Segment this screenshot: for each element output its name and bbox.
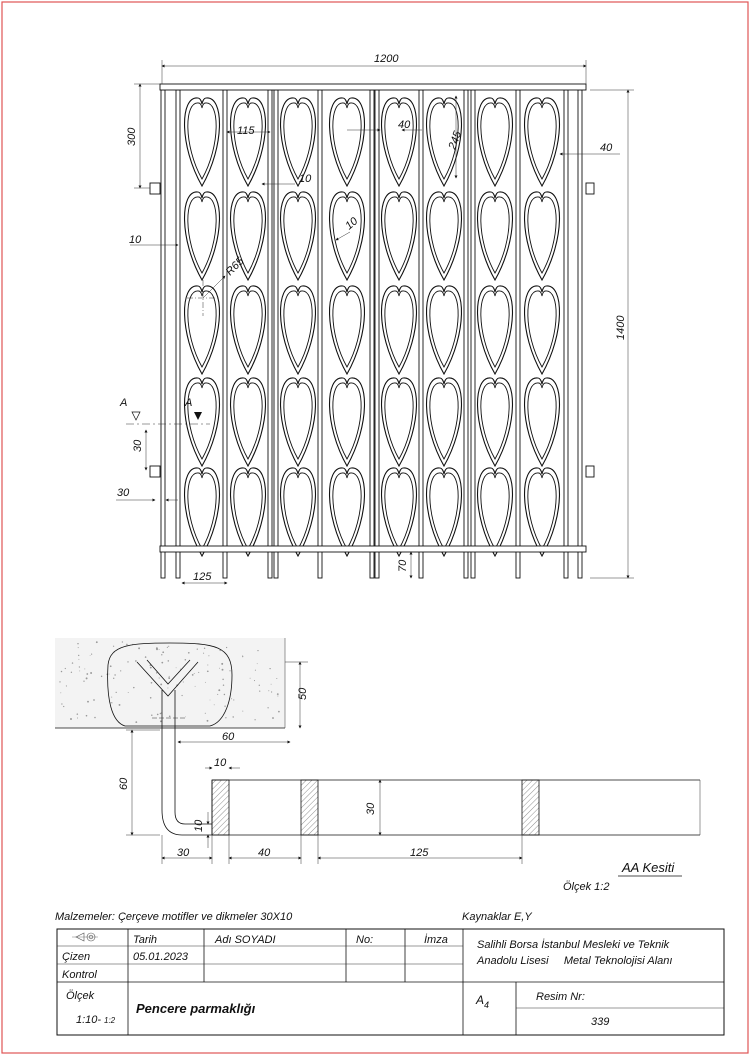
speckle-dot: [150, 697, 152, 699]
speckle-dot: [110, 665, 112, 667]
speckle-dot: [192, 674, 194, 676]
vertical-bar: [471, 90, 475, 578]
vertical-bar: [370, 90, 374, 578]
speckle-dot: [161, 654, 162, 655]
dim-width: 1200: [374, 53, 399, 65]
bar-section-hatched: [522, 780, 539, 835]
row-cizen: Çizen: [62, 951, 91, 963]
dim-motif-h: 245: [446, 129, 465, 152]
speckle-dot: [169, 678, 170, 679]
projection-symbol-icon: [72, 933, 98, 941]
heart-motif-inner: [528, 103, 556, 179]
speckle-dot: [271, 691, 272, 692]
dim-60v: 60: [118, 777, 130, 790]
speckle-dot: [94, 717, 96, 719]
heart-motif-inner: [430, 291, 458, 367]
speckle-dot: [219, 668, 220, 669]
vertical-bar: [464, 90, 468, 578]
speckle-dot: [120, 670, 121, 671]
dim-anchor-30b: 30: [117, 487, 130, 499]
heart-motif-inner: [234, 473, 262, 549]
scale-label: Ölçek: [66, 990, 95, 1002]
speckle-dot: [221, 663, 223, 665]
speckle-dot: [135, 660, 137, 662]
speckle-dot: [167, 688, 168, 689]
speckle-dot: [207, 670, 209, 672]
vertical-bars: [161, 90, 582, 578]
dim-50: 50: [297, 687, 309, 700]
section-mark-a: A: [120, 397, 128, 409]
speckle-dot: [83, 681, 84, 682]
speckle-dot: [278, 711, 280, 713]
speckle-dot: [271, 684, 272, 685]
speckle-dot: [242, 656, 243, 657]
speckle-dot: [86, 677, 88, 679]
speckle-dot: [224, 694, 225, 695]
dim-motif-t: 10: [343, 215, 361, 233]
speckle-dot: [197, 648, 198, 649]
speckle-dot: [205, 682, 206, 683]
speckle-dot: [70, 718, 72, 720]
heart-motif-inner: [430, 383, 458, 459]
speckle-dot: [210, 700, 211, 701]
speckle-dot: [90, 672, 92, 674]
heart-motif-inner: [481, 291, 509, 367]
dim-height: 1400: [615, 315, 627, 340]
speckle-dot: [114, 674, 115, 675]
heart-motif-inner: [528, 291, 556, 367]
speckle-dot: [161, 662, 163, 664]
speckle-dot: [126, 644, 128, 646]
speckle-dot: [223, 684, 224, 685]
anchor-lug: [586, 183, 594, 194]
speckle-dot: [269, 668, 270, 669]
vertical-bar: [268, 90, 272, 578]
dim-10-top: 10: [214, 757, 227, 769]
speckle-dot: [113, 678, 114, 679]
speckle-dot: [168, 660, 170, 662]
speckle-dot: [61, 703, 62, 704]
heart-motif-inner: [481, 473, 509, 549]
speckle-dot: [90, 655, 91, 656]
speckle-dot: [276, 678, 277, 679]
dim-spacing: 115: [237, 125, 255, 137]
heart-motif-inner: [481, 383, 509, 459]
speckle-dot: [79, 670, 80, 671]
speckle-dot: [257, 650, 258, 651]
top-rail: [160, 84, 586, 90]
speckle-dot: [135, 721, 137, 723]
vertical-bar: [176, 90, 180, 578]
wall-concrete: [55, 638, 285, 728]
drawing-no: 339: [591, 1016, 610, 1028]
speckle-dot: [277, 693, 279, 695]
heart-motif-inner: [528, 383, 556, 459]
speckle-dot: [71, 672, 72, 673]
speckle-dot: [79, 666, 80, 667]
speckle-dot: [168, 646, 169, 647]
vertical-bar: [161, 90, 165, 578]
speckle-dot: [159, 649, 160, 650]
heart-motif-inner: [188, 291, 216, 367]
heart-motif-inner: [385, 291, 413, 367]
speckle-dot: [183, 681, 184, 682]
speckle-dot: [218, 689, 220, 691]
vertical-bar: [564, 90, 568, 578]
heart-motif-inner: [284, 383, 312, 459]
school-line-1: Salihli Borsa İstanbul Mesleki ve Teknik: [477, 939, 670, 951]
dim-side-w: 40: [600, 142, 613, 154]
dim-60h: 60: [222, 731, 235, 743]
section-mark-a: A: [185, 397, 193, 409]
speckle-dot: [259, 690, 260, 691]
header-imza: İmza: [424, 934, 448, 946]
dim-foot-125: 125: [193, 571, 212, 583]
speckle-dot: [277, 696, 278, 697]
vertical-bar: [419, 90, 423, 578]
speckle-dot: [145, 656, 147, 658]
heart-motif-inner: [188, 197, 216, 273]
header-no: No:: [356, 934, 374, 946]
speckle-dot: [60, 692, 61, 693]
speckle-dot: [86, 715, 88, 717]
speckle-dot: [257, 663, 258, 664]
speckle-dot: [119, 704, 121, 706]
speckle-dot: [160, 720, 162, 722]
speckle-dot: [133, 687, 134, 688]
speckle-dot: [220, 650, 221, 651]
speckle-dot: [259, 685, 260, 686]
heart-motif-inner: [234, 383, 262, 459]
dim-30h: 30: [177, 847, 190, 859]
speckle-dot: [195, 686, 196, 687]
heart-motif-inner: [385, 473, 413, 549]
speckle-dot: [214, 704, 215, 705]
speckle-dot: [207, 665, 208, 666]
vertical-bar: [516, 90, 520, 578]
heart-motif-inner: [481, 197, 509, 273]
dim-foot-70: 70: [397, 559, 409, 572]
speckle-dot: [160, 683, 162, 685]
dim-sect-w1: 40: [398, 119, 411, 131]
heart-motif-inner: [333, 383, 361, 459]
heart-motif-inner: [284, 103, 312, 179]
speckle-dot: [78, 659, 79, 660]
speckle-dot: [231, 698, 232, 699]
speckle-dot: [233, 699, 234, 700]
speckle-dot: [93, 699, 95, 701]
speckle-dot: [138, 647, 140, 649]
speckle-dot: [169, 676, 170, 677]
row-kontrol: Kontrol: [62, 969, 97, 981]
section-title: AA Kesiti: [622, 860, 675, 875]
dim-anchor-30a: 30: [132, 439, 144, 452]
vertical-bar: [274, 90, 278, 578]
speckle-dot: [268, 690, 269, 691]
speckle-dot: [116, 692, 117, 693]
heart-motif-inner: [333, 291, 361, 367]
speckle-dot: [185, 659, 187, 661]
speckle-dot: [224, 706, 225, 707]
vertical-bar: [318, 90, 322, 578]
speckle-dot: [77, 643, 78, 644]
heart-motif-inner: [188, 473, 216, 549]
heart-motif-inner: [528, 473, 556, 549]
speckle-dot: [254, 719, 255, 720]
speckle-dot: [169, 715, 171, 717]
header-tarih: Tarih: [133, 934, 158, 946]
school-line-2: Anadolu Lisesi Metal Teknolojisi Alanı: [477, 955, 673, 967]
bottom-rail: [160, 546, 586, 552]
heart-motif-inner: [234, 103, 262, 179]
drawing-no-label: Resim Nr:: [536, 991, 585, 1003]
speckle-dot: [159, 677, 160, 678]
anchor-lug: [586, 466, 594, 477]
speckle-dot: [86, 673, 88, 675]
heart-motif-inner: [188, 103, 216, 179]
bar-section-hatched: [212, 780, 229, 835]
speckle-dot: [78, 655, 79, 656]
heart-motif-inner: [481, 103, 509, 179]
speckle-dot: [77, 717, 78, 718]
speckle-dot: [272, 717, 274, 719]
aa-section-view: [55, 638, 700, 893]
speckle-dot: [61, 671, 63, 673]
speckle-dot: [222, 679, 223, 680]
speckle-dot: [156, 647, 158, 649]
speckle-dot: [78, 647, 79, 648]
speckle-dot: [185, 716, 186, 717]
heart-motif-inner: [234, 291, 262, 367]
speckle-dot: [242, 711, 243, 712]
speckle-dot: [255, 670, 256, 671]
speckle-dot: [91, 654, 92, 655]
speckle-dot: [181, 695, 182, 696]
heart-motif-inner: [188, 383, 216, 459]
speckle-dot: [72, 662, 73, 663]
dim-radius: R65: [223, 255, 247, 279]
speckle-dot: [205, 713, 206, 714]
speckle-dot: [150, 667, 152, 669]
anchor-lug: [150, 183, 160, 194]
speckle-dot: [113, 646, 114, 647]
dim-left-t: 10: [129, 234, 142, 246]
heart-motif-inner: [430, 473, 458, 549]
speckle-dot: [176, 667, 177, 668]
speckle-dot: [109, 674, 110, 675]
speckle-dot: [59, 681, 60, 682]
vertical-bar: [223, 90, 227, 578]
speckle-dot: [180, 669, 181, 670]
radius-leader: [203, 276, 225, 298]
speckle-dot: [188, 652, 190, 654]
speckle-dot: [65, 668, 66, 669]
grille-front-view: [150, 84, 594, 578]
dim-30v: 30: [365, 802, 377, 815]
speckle-dot: [225, 717, 226, 718]
scale-value: 1:10-: [76, 1014, 102, 1026]
dim-40h: 40: [258, 847, 271, 859]
materials-note: Malzemeler: Çerçeve motifler ve dikmeler 30X10: [55, 911, 293, 923]
section-scale: Ölçek 1:2: [563, 881, 610, 893]
heart-motif-inner: [333, 473, 361, 549]
speckle-dot: [122, 641, 123, 642]
heart-motif-inner: [528, 197, 556, 273]
heart-motif-inner: [284, 197, 312, 273]
speckle-dot: [222, 669, 224, 671]
speckle-dot: [229, 670, 230, 671]
speckle-dot: [217, 694, 218, 695]
speckle-dot: [66, 685, 67, 686]
scale-value-sub: 1:2: [104, 1016, 116, 1025]
heart-motif-inner: [385, 383, 413, 459]
speckle-dot: [127, 661, 128, 662]
speckle-dot: [194, 673, 195, 674]
speckle-dot: [87, 701, 89, 703]
vertical-bar: [375, 90, 379, 578]
heart-motif-inner: [333, 197, 361, 273]
speckle-dot: [112, 702, 113, 703]
vertical-bar: [578, 90, 582, 578]
drawn-date: 05.01.2023: [133, 951, 189, 963]
speckle-dot: [96, 641, 98, 643]
heart-motif-inner: [333, 103, 361, 179]
dim-10v: 10: [193, 819, 205, 832]
heart-motif-inner: [385, 103, 413, 179]
speckle-dot: [101, 676, 102, 677]
anchor-lug: [150, 466, 160, 477]
speckle-dot: [208, 655, 209, 656]
heart-motif-inner: [430, 197, 458, 273]
speckle-dot: [207, 720, 209, 722]
speckle-dot: [77, 713, 79, 715]
title-block: [57, 929, 724, 1035]
paper-size-sub: 4: [484, 1000, 490, 1010]
speckle-dot: [203, 653, 204, 654]
speckle-dot: [198, 672, 199, 673]
speckle-dot: [151, 682, 153, 684]
drawing-name: Pencere parmaklığı: [136, 1001, 256, 1016]
speckle-dot: [63, 706, 64, 707]
speckle-dot: [250, 678, 251, 679]
speckle-dot: [232, 716, 233, 717]
paper-size: A: [476, 993, 485, 1007]
speckle-dot: [84, 668, 85, 669]
heart-motif-inner: [284, 473, 312, 549]
speckle-dot: [167, 647, 168, 648]
sources-note: Kaynaklar E,Y: [462, 911, 532, 923]
dim-top: 300: [126, 127, 138, 146]
speckle-dot: [157, 714, 159, 716]
dim-125h: 125: [410, 847, 429, 859]
speckle-dot: [204, 648, 205, 649]
heart-motif-inner: [385, 197, 413, 273]
speckle-dot: [111, 702, 112, 703]
heart-motif-inner: [284, 291, 312, 367]
speckle-dot: [226, 647, 227, 648]
speckle-dot: [267, 707, 268, 708]
speckle-dot: [151, 715, 152, 716]
speckle-dot: [111, 697, 112, 698]
dim-bar-t: 10: [299, 173, 312, 185]
speckle-dot: [254, 680, 255, 681]
speckle-dot: [156, 672, 157, 673]
header-name: Adı SOYADI: [215, 934, 276, 946]
speckle-dot: [128, 692, 129, 693]
bar-section-hatched: [301, 780, 318, 835]
speckle-dot: [162, 651, 164, 653]
